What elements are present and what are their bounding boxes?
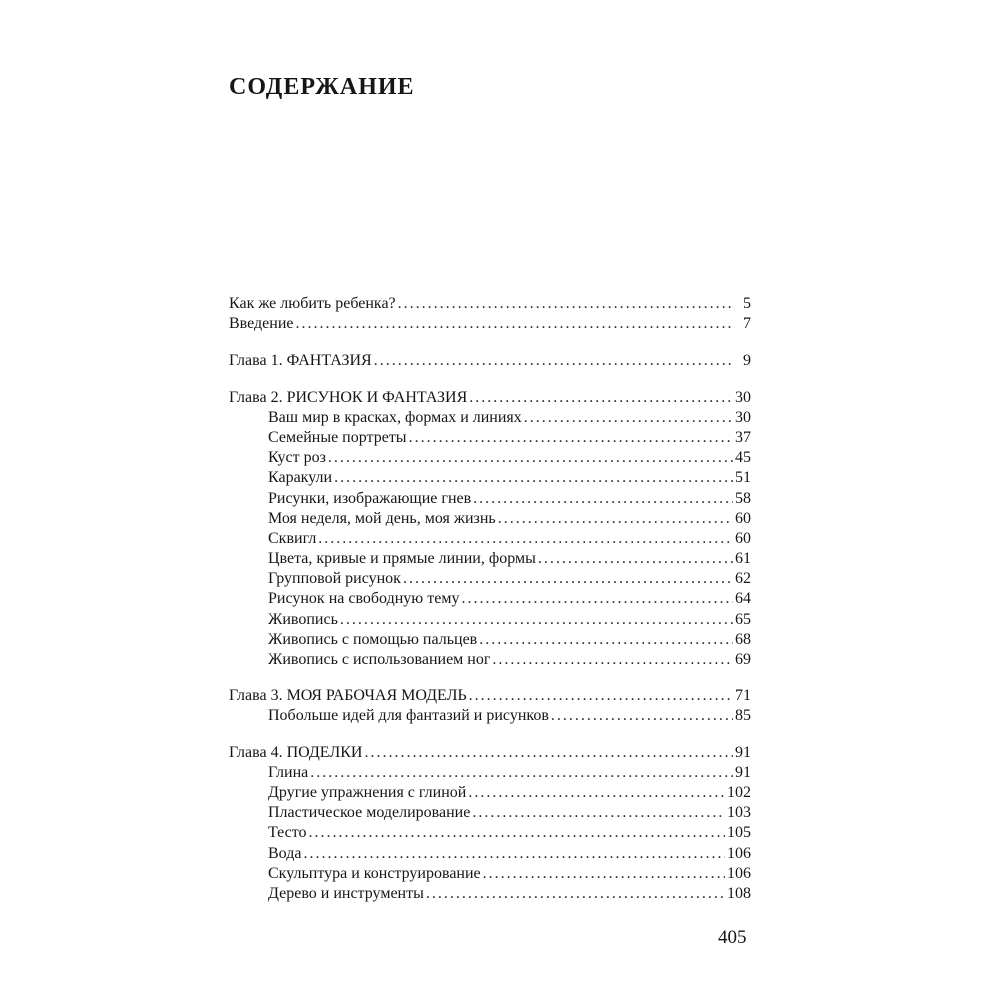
toc-entry-page: 5 <box>743 295 751 312</box>
toc-entry <box>229 388 751 408</box>
toc-subentry <box>229 844 751 864</box>
dot-leader <box>479 630 733 650</box>
toc-entry-page: 102 <box>727 783 751 801</box>
dot-leader <box>303 844 725 864</box>
toc-entry-title: Глава 2. РИСУНОК И ФАНТАЗИЯ <box>229 388 468 406</box>
toc-entry-title: Скульптура и конструирование <box>268 864 481 882</box>
toc-entry-title: Живопись с использованием ног <box>268 651 491 668</box>
dot-leader <box>483 864 725 884</box>
toc-entry-title: Рисунок на свободную тему <box>268 590 460 608</box>
dot-leader <box>551 706 733 726</box>
dot-leader <box>398 294 733 314</box>
toc-section <box>229 686 751 726</box>
toc-subentry <box>229 448 751 468</box>
toc-entry-page: 103 <box>727 804 751 822</box>
toc-section <box>229 294 751 334</box>
toc-subentry <box>229 823 751 843</box>
toc-subentry <box>229 428 751 448</box>
toc-subentry <box>229 529 751 549</box>
toc-entry-page: 61 <box>735 550 751 568</box>
toc-entry-page: 30 <box>735 408 751 426</box>
toc-entry-page: 108 <box>727 884 751 902</box>
toc-entry-title: Каракули <box>268 469 333 487</box>
dot-leader <box>328 448 733 468</box>
toc-entry-title: Живопись <box>268 610 338 628</box>
toc-entry <box>229 314 751 334</box>
toc-entry-title: Семейные портреты <box>268 428 407 446</box>
table-of-contents <box>229 294 751 920</box>
toc-entry-page: 68 <box>735 630 751 648</box>
toc-subentry <box>229 589 751 609</box>
toc-entry-page: 105 <box>727 824 751 842</box>
toc-entry-title: Другие упражнения с глиной <box>268 783 467 801</box>
toc-entry <box>229 743 751 763</box>
toc-entry-title: Глава 1. ФАНТАЗИЯ <box>229 352 372 370</box>
dot-leader <box>492 650 733 670</box>
toc-section <box>229 351 751 371</box>
toc-entry-title: Глава 4. ПОДЕЛКИ <box>229 743 363 761</box>
toc-entry-page: 71 <box>735 687 751 705</box>
toc-entry-title: Сквигл <box>268 529 317 547</box>
toc-entry-page: 69 <box>735 651 751 668</box>
toc-entry-title: Глава 3. МОЯ РАБОЧАЯ МОДЕЛЬ <box>229 687 467 705</box>
toc-entry-title: Как же любить ребенка? <box>229 295 396 312</box>
toc-subentry <box>229 408 751 428</box>
page-number: 405 <box>718 927 747 948</box>
toc-subentry <box>229 569 751 589</box>
toc-entry-page: 64 <box>735 590 751 608</box>
dot-leader <box>310 763 733 783</box>
toc-entry-title: Глина <box>268 763 309 781</box>
toc-entry-title: Пластическое моделирование <box>268 804 471 822</box>
toc-entry <box>229 294 751 314</box>
toc-entry-page: 65 <box>735 610 751 628</box>
dot-leader <box>309 823 725 843</box>
toc-entry-title: Живопись с помощью пальцев <box>268 630 478 648</box>
toc-entry-title: Тесто <box>268 824 307 842</box>
toc-section <box>229 388 751 671</box>
toc-entry-title: Вода <box>268 844 302 862</box>
toc-entry-title: Дерево и инструменты <box>268 884 424 902</box>
page-title: СОДЕРЖАНИЕ <box>229 74 415 100</box>
dot-leader <box>524 408 733 428</box>
toc-subentry <box>229 489 751 509</box>
dot-leader <box>498 509 733 529</box>
dot-leader <box>334 468 733 488</box>
dot-leader <box>473 489 733 509</box>
dot-leader <box>409 428 733 448</box>
toc-section <box>229 743 751 905</box>
toc-subentry <box>229 884 751 904</box>
toc-subentry <box>229 549 751 569</box>
toc-entry-page: 91 <box>735 743 751 761</box>
dot-leader <box>340 610 733 630</box>
toc-subentry <box>229 803 751 823</box>
toc-entry-page: 9 <box>743 352 751 370</box>
toc-entry <box>229 351 751 371</box>
toc-entry-page: 85 <box>735 707 751 725</box>
toc-entry-page: 58 <box>735 489 751 507</box>
toc-entry-title: Введение <box>229 315 294 333</box>
dot-leader <box>538 549 733 569</box>
toc-entry-page: 37 <box>735 428 751 446</box>
toc-entry-page: 51 <box>735 469 751 487</box>
dot-leader <box>374 351 733 371</box>
dot-leader <box>426 884 725 904</box>
toc-subentry <box>229 630 751 650</box>
toc-subentry <box>229 468 751 488</box>
dot-leader <box>318 529 733 549</box>
toc-entry-title: Куст роз <box>268 449 326 467</box>
dot-leader <box>468 783 725 803</box>
dot-leader <box>403 569 733 589</box>
toc-subentry <box>229 509 751 529</box>
toc-entry-page: 30 <box>735 388 751 406</box>
toc-subentry <box>229 783 751 803</box>
toc-entry-page: 45 <box>735 449 751 467</box>
dot-leader <box>364 743 733 763</box>
toc-entry-page: 106 <box>727 844 751 862</box>
toc-entry-title: Групповой рисунок <box>268 570 401 588</box>
toc-entry-title: Моя неделя, мой день, моя жизнь <box>268 509 496 527</box>
dot-leader <box>469 686 733 706</box>
dot-leader <box>469 388 733 408</box>
toc-entry-title: Побольше идей для фантазий и рисунков <box>268 707 549 725</box>
toc-subentry <box>229 864 751 884</box>
toc-entry-title: Ваш мир в красках, формах и линиях <box>268 408 522 426</box>
toc-subentry <box>229 763 751 783</box>
toc-entry-title: Цвета, кривые и прямые линии, формы <box>268 550 536 568</box>
toc-entry-page: 106 <box>727 864 751 882</box>
dot-leader <box>472 803 725 823</box>
toc-entry <box>229 686 751 706</box>
toc-entry-page: 60 <box>735 509 751 527</box>
toc-subentry <box>229 610 751 630</box>
toc-entry-page: 60 <box>735 529 751 547</box>
toc-subentry <box>229 650 751 670</box>
dot-leader <box>296 314 734 334</box>
toc-subentry <box>229 706 751 726</box>
toc-entry-page: 62 <box>735 570 751 588</box>
toc-entry-title: Рисунки, изображающие гнев <box>268 489 472 507</box>
toc-entry-page: 91 <box>735 763 751 781</box>
dot-leader <box>461 589 733 609</box>
toc-entry-page: 7 <box>743 315 751 333</box>
